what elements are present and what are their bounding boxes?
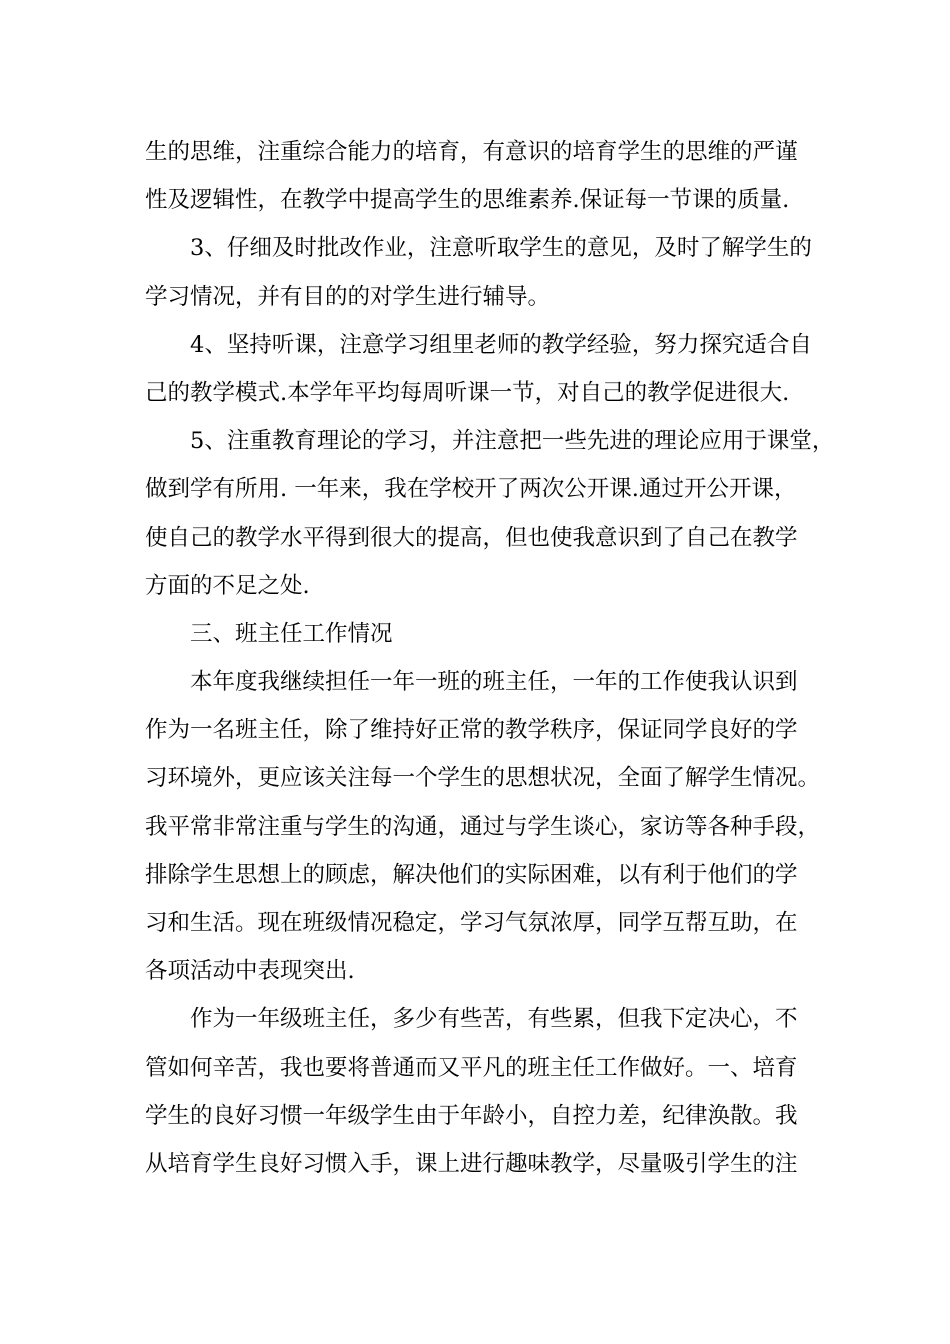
document-body	[145, 128, 835, 1188]
text-line: 作为一名班主任，除了维持好正常的教学秩序，保证同学良好的学	[145, 717, 798, 744]
text-line: 习环境外，更应该关注每一个学生的思想状况，全面了解学生情况。	[145, 765, 821, 792]
text-line: 习和生活。现在班级情况稳定，学习气氛浓厚，同学互帮互助，在	[145, 910, 798, 936]
text-line: 从培育学生良好习惯入手，课上进行趣味教学，尽量吸引学生的注	[145, 1150, 798, 1177]
text-line: 做到学有所用. 一年来，我在学校开了两次公开课.通过开公开课，	[145, 476, 797, 503]
text-line: 4、坚持听课，注意学习组里老师的教学经验，努力探究适合自	[190, 331, 812, 358]
text-line: 使自己的教学水平得到很大的提高，但也使我意识到了自己在教学	[145, 524, 798, 551]
text-line: 方面的不足之处.	[145, 572, 310, 599]
text-line: 三、班主任工作情况	[190, 620, 393, 647]
text-line: 学习情况，并有目的的对学生进行辅导。	[145, 283, 551, 310]
text-line: 生的思维，注重综合能力的培育，有意识的培育学生的思维的严谨	[145, 139, 798, 165]
text-line: 管如何辛苦，我也要将普通而又平凡的班主任工作做好。一、培育	[145, 1054, 798, 1081]
text-line: 性及逻辑性，在教学中提高学生的思维素养.保证每一节课的质量.	[145, 187, 790, 214]
text-line: 排除学生思想上的顾虑，解决他们的实际困难，以有利于他们的学	[145, 861, 798, 888]
text-line: 作为一年级班主任，多少有些苦，有些累，但我下定决心，不	[190, 1006, 798, 1033]
text-line: 5、注重教育理论的学习，并注意把一些先进的理论应用于课堂，	[190, 428, 835, 455]
text-line: 各项活动中表现突出.	[145, 958, 355, 985]
text-line: 我平常非常注重与学生的沟通，通过与学生谈心，家访等各种手段，	[145, 813, 821, 840]
text-line: 学生的良好习惯一年级学生由于年龄小，自控力差，纪律涣散。我	[145, 1102, 798, 1129]
text-line: 3、仔细及时批改作业，注意听取学生的意见，及时了解学生的	[190, 235, 812, 262]
text-line: 己的教学模式.本学年平均每周听课一节，对自己的教学促进很大.	[145, 379, 790, 406]
text-line: 本年度我继续担任一年一班的班主任，一年的工作使我认识到	[190, 669, 798, 696]
